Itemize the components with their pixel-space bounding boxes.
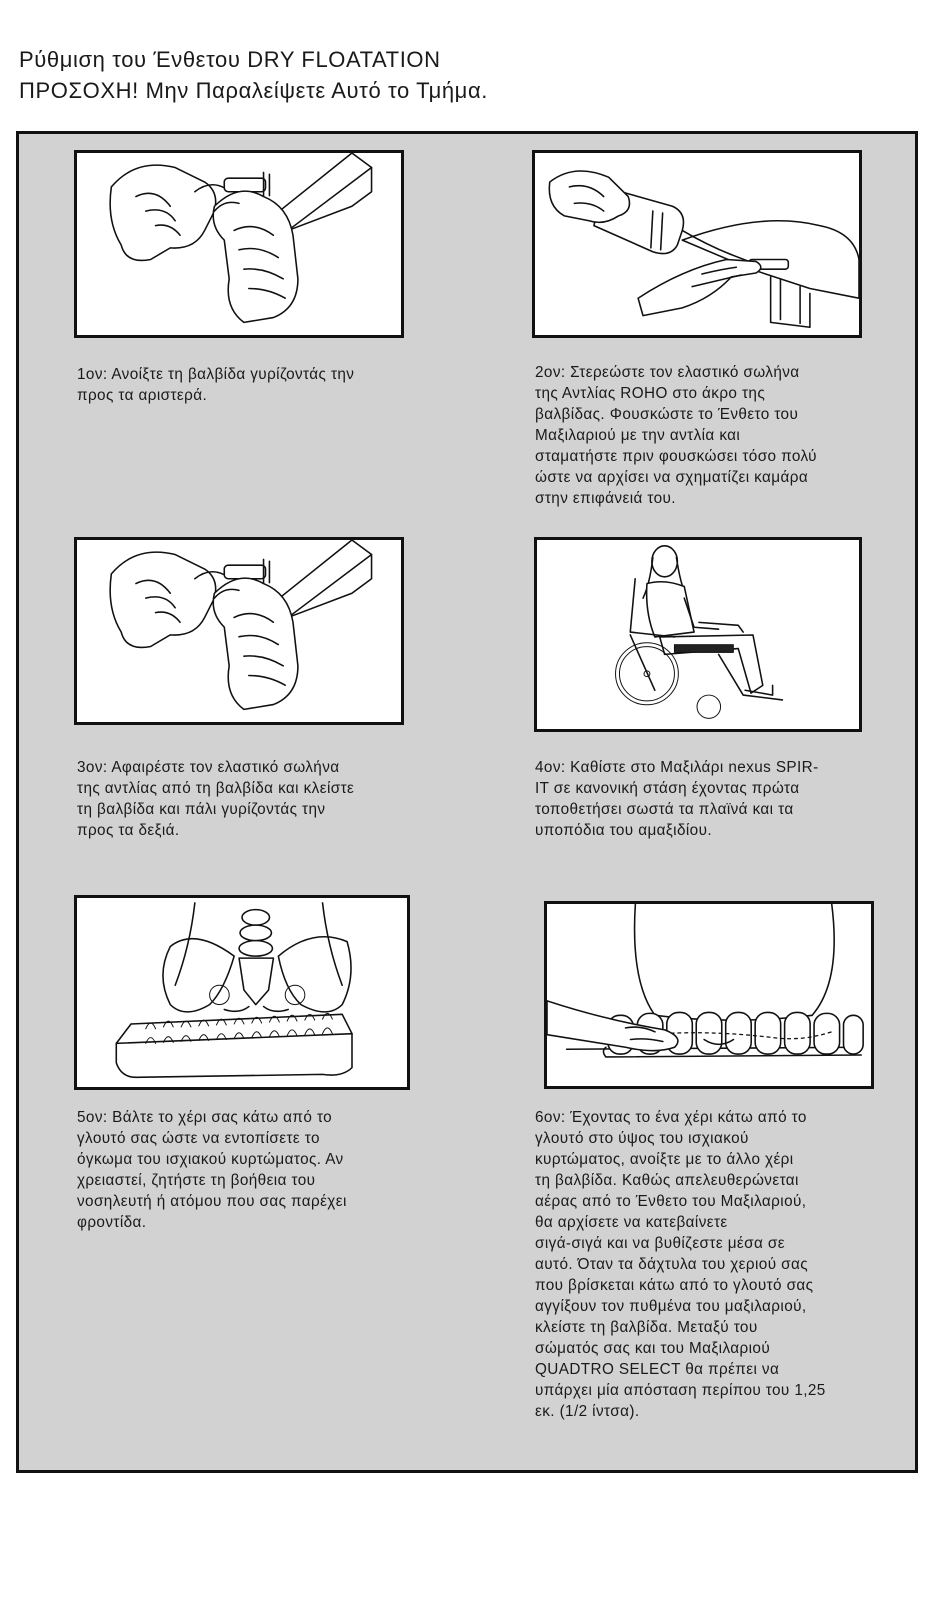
step5-caption: 5ον: Βάλτε το χέρι σας κάτω από το γλουτό σας ώστε να εντοπίσετε το όγκωμα του ισχιακού κυρτώματος. Αν χρειαστεί, ζητήστε τη βοήθεια του νοσηλευτή ή ατόμου που σας παρέχει φροντίδα. [77,1109,347,1231]
caution-line: ΠΡΟΣΟΧΗ! Μην Παραλείψετε Αυτό το Τμήμα. [19,78,488,103]
step2-illustration [532,150,862,338]
step5-illustration [74,895,410,1090]
step1-illustration [74,150,404,338]
step4-caption: 4ον: Καθίστε στο Μαξιλάρι nexus SPIR- IT σε κανονική στάση έχοντας πρώτα τοποθετήσει σωστά τα πλαϊνά και τα υποπόδια του αμαξιδίου. [535,759,819,839]
hand-under-buttocks-drawing [547,904,871,1086]
pelvis-on-cushion-drawing [77,898,407,1087]
step6-illustration [544,901,874,1089]
step2-caption: 2ον: Στερεώστε τον ελαστικό σωλήνα της Αντλίας ROHO στο άκρο της βαλβίδας. Φουσκώστε το Ένθετο του Μαξιλαριού με την αντλία και σταματήστε πριν φουσκώσει τόσο πολύ ώστε να αρχίσει να σχηματίζει καμάρα στην επιφάνειά του. [535,364,817,507]
hands-open-valve-drawing [77,153,401,335]
page-title: Ρύθμιση του Ένθετου DRY FLOATATION [19,47,441,72]
page-heading [19,44,488,106]
step4-illustration [534,537,862,732]
step3-illustration [74,537,404,725]
pump-inflate-drawing [535,153,859,335]
person-in-wheelchair-drawing [537,540,859,729]
step6-caption: 6ον: Έχοντας το ένα χέρι κάτω από το γλουτό στο ύψος του ισχιακού κυρτώματος, ανοίξτε με το άλλο χέρι τη βαλβίδα. Καθώς απελευθερώνεται αέρας από το Ένθετο του Μαξιλαριού, θα αρχίσετε να κατεβαίνετε σιγά-σιγά και να βυθίζεστε μέσα σε αυτό. Όταν τα δάχτυλα του χεριού σας που βρίσκεται κάτω από το γλουτό σας αγγίξουν τον πυθμένα του μαξιλαριού, κλείστε τη βαλβίδα. Μεταξύ του σώματός σας και του Μαξιλαριού QUADTRO SELECT θα πρέπει να υπάρχει μία απόσταση περίπου του 1,25 εκ. (1/2 ίντσα). [535,1109,826,1420]
step1-caption: 1ον: Ανοίξτε τη βαλβίδα γυρίζοντάς την προς τα αριστερά. [77,366,355,404]
instructions-panel [16,131,918,1473]
hands-close-valve-drawing [77,540,401,722]
step3-caption: 3ον: Αφαιρέστε τον ελαστικό σωλήνα της αντλίας από τη βαλβίδα και κλείστε τη βαλβίδα και πάλι γυρίζοντάς την προς τα δεξιά. [77,759,355,839]
